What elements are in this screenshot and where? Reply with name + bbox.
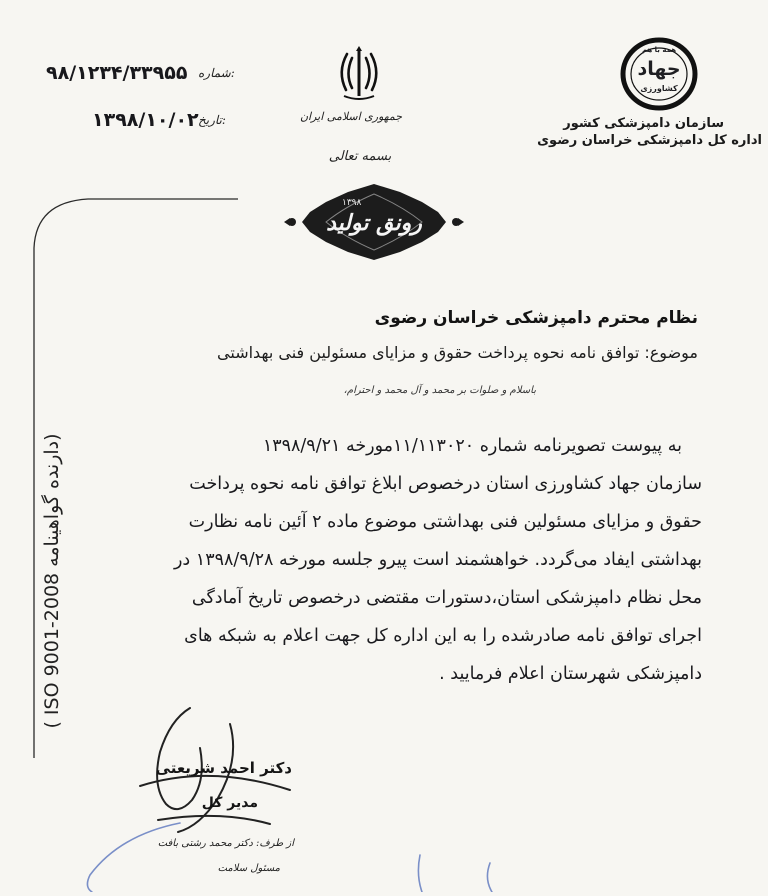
org-department: اداره کل دامپزشکی خراسان رضوی xyxy=(537,133,762,148)
iso-certificate-text: ( ISO 9001-2008 دارنده گواهینامه) xyxy=(41,433,63,729)
body-line-4: بهداشتی ایفاد می‌گردد. خواهشمند است پیرو جلسه مورخه ۱۳۹۸/۹/۲۸ در xyxy=(173,550,702,570)
subject-line: موضوع: توافق نامه نحوه پرداخت حقوق و مزایای مسئولین فنی بهداشتی xyxy=(217,343,698,362)
iran-emblem-icon xyxy=(334,46,384,104)
body-line-2: سازمان جهاد کشاورزی استان درخصوص ابلاغ توافق نامه نحوه پرداخت xyxy=(189,474,702,494)
recipient: نظام محترم دامپزشکی خراسان رضوی xyxy=(374,308,698,328)
letter-body xyxy=(62,427,702,693)
body-line-3: حقوق و مزایای مسئولین فنی بهداشتی موضوع ماده ۲ آئین نامه نظارت xyxy=(188,512,702,532)
signatory-title: مدیر کل xyxy=(201,795,258,811)
letter-date: ۱۳۹۸/۱۰/۰۲ xyxy=(92,109,199,131)
body-line-7: دامپزشکی شهرستان اعلام فرمایید . xyxy=(439,664,702,684)
banner-year: ۱۳۹۸ xyxy=(342,198,362,208)
logo-text-main: جهاد xyxy=(637,58,681,80)
letter-number: ۹۸/۱۲۳۴/۳۳۹۵۵ xyxy=(46,62,188,84)
body-line-5: محل نظام دامپزشکی استان،دستورات مقتضی درخصوص تاریخ آمادگی xyxy=(191,588,702,608)
banner-text: رونق تولید xyxy=(326,210,422,236)
cc-line-2: مسئول سلامت xyxy=(217,863,280,874)
body-line-1: به پیوست تصویرنامه شماره ۱۱/۱۱۳۰۲۰مورخه ۱۳۹۸/۹/۲۱ xyxy=(262,436,682,456)
letter-date-label: تاریخ: xyxy=(198,113,226,127)
letter-number-label: شماره: xyxy=(198,66,235,80)
salutation: باسلام و صلوات بر محمد و آل محمد و احترام، xyxy=(343,385,536,396)
emblem-caption: جمهوری اسلامی ایران xyxy=(299,110,402,123)
cc-line-1: از طرف: دکتر محمد رشتی بافت xyxy=(157,838,294,849)
org-name: سازمان دامپزشکی کشور xyxy=(563,116,724,131)
besmellah: بسمه تعالی xyxy=(328,149,392,164)
logo-text-top: همه با هم xyxy=(641,46,677,54)
logo-text-bottom: کشاورزی xyxy=(640,84,678,93)
body-line-6: اجرای توافق نامه صادرشده را به این اداره کل جهت اعلام به شبکه های xyxy=(184,626,702,646)
blue-pen-marks xyxy=(80,815,580,892)
signatory-name: دکتر احمد شریعتی xyxy=(155,759,292,777)
